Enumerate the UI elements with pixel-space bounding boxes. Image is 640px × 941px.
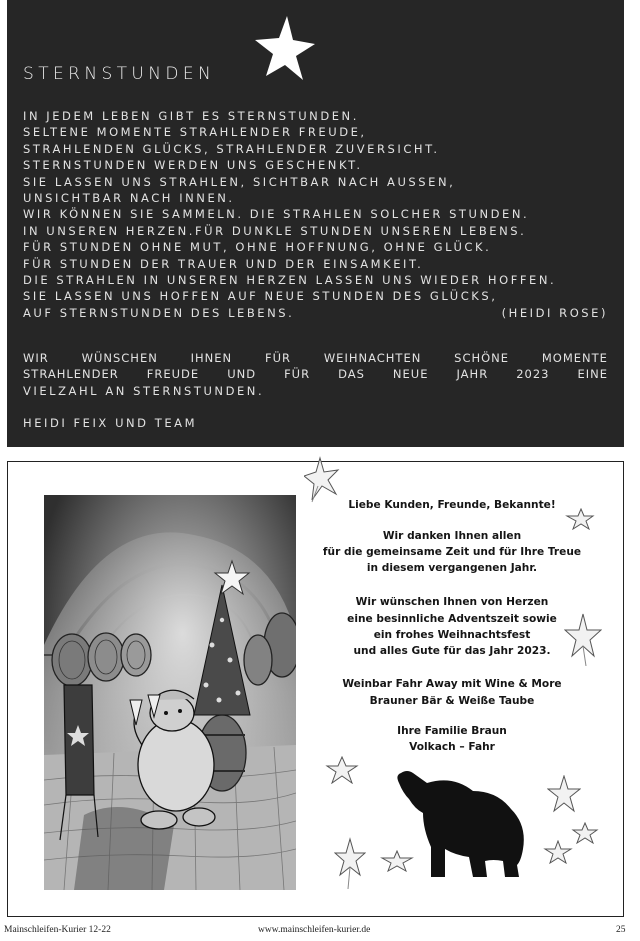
text-line: ein frohes Weihnachtsfest: [373, 629, 531, 641]
wish-word: WEIHNACHTEN: [323, 351, 422, 365]
wish-word: EINE: [577, 367, 608, 382]
poem: [23, 108, 608, 321]
business-name: Weinbar Fahr Away mit Wine & More: [342, 678, 562, 690]
wish-word: UND: [227, 367, 257, 382]
wish-word: FÜR: [264, 351, 291, 365]
star-ornament-icon: [543, 840, 573, 864]
poem-line: SIE LASSEN UNS STRAHLEN, SICHTBAR NACH AUSSEN,: [23, 174, 456, 189]
poem-line: FÜR STUNDEN DER TRAUER UND DER EINSAMKEIT.: [23, 256, 424, 271]
location: Volkach – Fahr: [409, 741, 495, 753]
poem-line: UNSICHTBAR NACH INNEN.: [23, 190, 235, 205]
wish-word: 2023: [516, 367, 550, 382]
text-line: in diesem vergangenen Jahr.: [366, 562, 538, 574]
wish-word: FREUDE: [146, 367, 200, 382]
greeting: Liebe Kunden, Freunde, Bekannte!: [348, 499, 556, 511]
poem-line: STERNSTUNDEN WERDEN UNS GESCHENKT.: [23, 158, 363, 173]
wish-word: WIR: [23, 351, 49, 365]
star-ornament-icon: [304, 456, 340, 504]
wish-line-3: VIELZAHL AN STERNSTUNDEN.: [23, 383, 265, 398]
star-ornament-icon: [334, 837, 366, 889]
sternstunden-ad: [7, 0, 624, 447]
ad-title: STERNSTUNDEN: [23, 64, 216, 84]
wish-word: NEUE: [392, 367, 429, 382]
wish-line-2: [23, 366, 608, 382]
poem-line: SELTENE MOMENTE STRAHLENDER FREUDE,: [23, 125, 367, 140]
footer-website: www.mainschleifen-kurier.de: [258, 925, 371, 935]
family-name: Ihre Familie Braun: [397, 725, 507, 737]
text-line: für die gemeinsame Zeit und für Ihre Treue: [322, 546, 582, 558]
star-ornament-icon: [547, 775, 581, 817]
business-name: Brauner Bär & Weiße Taube: [369, 695, 535, 707]
braun-family-ad: [7, 461, 624, 917]
page-number: 25: [616, 925, 626, 935]
star-ornament-icon: [565, 508, 595, 530]
poem-line: DIE STRAHLEN IN UNSEREN HERZEN LASSEN UNS WIEDER HOFFEN.: [23, 272, 557, 287]
wish-word: WÜNSCHEN: [81, 351, 158, 365]
christmas-wish: [23, 350, 608, 399]
text-line: Wir danken Ihnen allen: [382, 530, 522, 542]
star-ornament-icon: [571, 822, 599, 844]
star-ornament-icon: [325, 756, 359, 784]
poem-line: FÜR STUNDEN OHNE MUT, OHNE HOFFNUNG, OHNE GLÜCK.: [23, 240, 492, 255]
poem-line: AUF STERNSTUNDEN DES LEBENS.: [23, 305, 295, 320]
wine-cellar-bear-illustration: [44, 495, 296, 890]
wish-line-1: [23, 350, 608, 366]
poem-line: WIR KÖNNEN SIE SAMMELN. DIE STRAHLEN SOLCHER STUNDEN.: [23, 207, 530, 222]
poem-line: IN UNSEREN HERZEN.FÜR DUNKLE STUNDEN UNSEREN LEBENS.: [23, 223, 527, 238]
text-line: und alles Gute für das Jahr 2023.: [353, 645, 551, 657]
wish-word: DAS: [338, 367, 365, 382]
poem-line: STRAHLENDEN GLÜCKS, STRAHLENDER ZUVERSICHT.: [23, 141, 440, 156]
wish-word: SCHÖNE: [454, 351, 510, 365]
wish-word: MOMENTE: [541, 351, 608, 365]
poem-author: (HEIDI ROSE): [501, 305, 608, 320]
wish-word: JAHR: [456, 367, 489, 382]
footer-publication: Mainschleifen-Kurier 12-22: [4, 925, 111, 935]
star-icon: [255, 14, 315, 80]
poem-last-line: [23, 305, 608, 321]
bear-silhouette-icon: [393, 765, 529, 877]
poem-line: IN JEDEM LEBEN GIBT ES STERNSTUNDEN.: [23, 109, 359, 123]
wish-word: IHNEN: [190, 351, 233, 365]
text-line: Wir wünschen Ihnen von Herzen: [355, 596, 549, 608]
wish-word: STRAHLENDER: [23, 367, 119, 382]
poem-line: SIE LASSEN UNS HOFFEN AUF NEUE STUNDEN DES GLÜCKS,: [23, 289, 498, 304]
text-line: eine besinnliche Adventszeit sowie: [347, 613, 557, 625]
signoff: HEIDI FEIX UND TEAM: [23, 416, 198, 430]
wish-word: FÜR: [284, 367, 311, 382]
